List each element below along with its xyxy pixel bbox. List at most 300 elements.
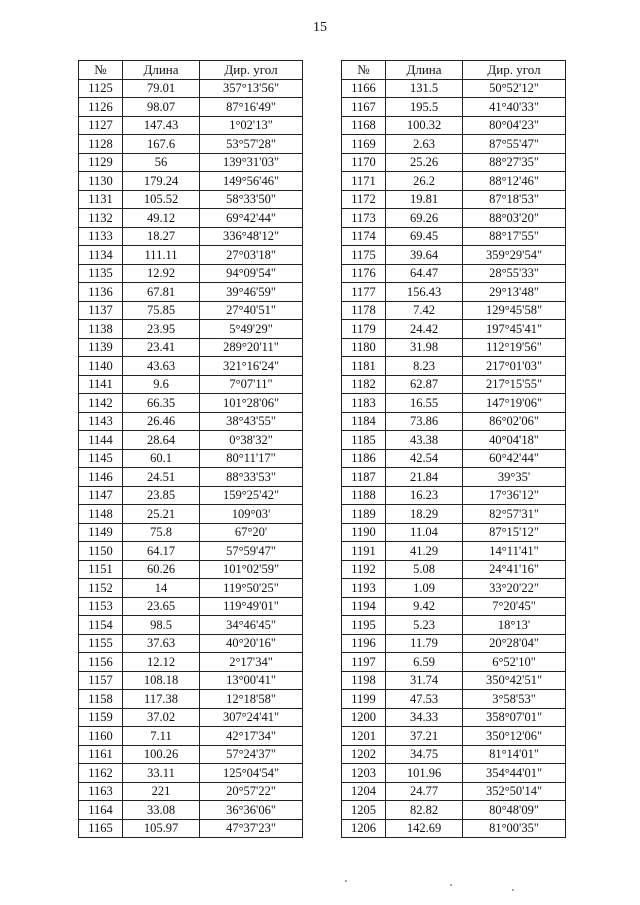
table-row xyxy=(79,153,303,172)
cell-length: 64.47 xyxy=(386,264,463,283)
cell-direction-angle: 40°04'18" xyxy=(463,431,566,450)
table-row xyxy=(79,283,303,302)
table-row xyxy=(342,671,566,690)
cell-direction-angle: 3°58'53" xyxy=(463,690,566,709)
cell-direction-angle: 101°02'59" xyxy=(200,560,303,579)
table-row xyxy=(342,209,566,228)
cell-length: 100.26 xyxy=(123,745,200,764)
cell-direction-angle: 20°28'04" xyxy=(463,634,566,653)
cell-direction-angle: 34°46'45" xyxy=(200,616,303,635)
cell-direction-angle: 57°59'47" xyxy=(200,542,303,561)
table-row xyxy=(79,412,303,431)
cell-length: 37.21 xyxy=(386,727,463,746)
cell-length: 18.27 xyxy=(123,227,200,246)
table-row xyxy=(79,708,303,727)
cell-number: 1151 xyxy=(79,560,123,579)
cell-direction-angle: 149°56'46" xyxy=(200,172,303,191)
cell-length: 5.23 xyxy=(386,616,463,635)
cell-number: 1126 xyxy=(79,98,123,117)
cell-length: 179.24 xyxy=(123,172,200,191)
scan-speck xyxy=(345,880,347,882)
cell-length: 75.85 xyxy=(123,301,200,320)
cell-number: 1172 xyxy=(342,190,386,209)
table-row xyxy=(79,357,303,376)
cell-length: 67.81 xyxy=(123,283,200,302)
cell-length: 64.17 xyxy=(123,542,200,561)
cell-direction-angle: 29°13'48" xyxy=(463,283,566,302)
cell-number: 1200 xyxy=(342,708,386,727)
cell-direction-angle: 87°55'47" xyxy=(463,135,566,154)
cell-number: 1135 xyxy=(79,264,123,283)
cell-length: 195.5 xyxy=(386,98,463,117)
cell-direction-angle: 119°49'01" xyxy=(200,597,303,616)
cell-number: 1201 xyxy=(342,727,386,746)
cell-length: 111.11 xyxy=(123,246,200,265)
cell-direction-angle: 27°03'18" xyxy=(200,246,303,265)
cell-direction-angle: 307°24'41" xyxy=(200,708,303,727)
cell-length: 39.64 xyxy=(386,246,463,265)
cell-length: 8.23 xyxy=(386,357,463,376)
cell-length: 31.74 xyxy=(386,671,463,690)
table-row xyxy=(79,246,303,265)
cell-length: 147.43 xyxy=(123,116,200,135)
cell-number: 1127 xyxy=(79,116,123,135)
cell-number: 1179 xyxy=(342,320,386,339)
table-row xyxy=(342,153,566,172)
cell-direction-angle: 217°15'55" xyxy=(463,375,566,394)
cell-length: 24.42 xyxy=(386,320,463,339)
cell-length: 167.6 xyxy=(123,135,200,154)
cell-number: 1166 xyxy=(342,79,386,98)
cell-length: 142.69 xyxy=(386,819,463,838)
cell-length: 56 xyxy=(123,153,200,172)
cell-length: 25.21 xyxy=(123,505,200,524)
table-row xyxy=(342,745,566,764)
table-row xyxy=(79,375,303,394)
cell-direction-angle: 27°40'51" xyxy=(200,301,303,320)
cell-length: 105.97 xyxy=(123,819,200,838)
table-row xyxy=(342,690,566,709)
cell-direction-angle: 350°12'06" xyxy=(463,727,566,746)
table-row xyxy=(79,764,303,783)
cell-direction-angle: 36°36'06" xyxy=(200,801,303,820)
cell-length: 33.08 xyxy=(123,801,200,820)
header-length: Длина xyxy=(386,61,463,80)
cell-length: 37.63 xyxy=(123,634,200,653)
cell-direction-angle: 41°40'33" xyxy=(463,98,566,117)
cell-direction-angle: 39°46'59" xyxy=(200,283,303,302)
cell-direction-angle: 357°13'56" xyxy=(200,79,303,98)
cell-number: 1187 xyxy=(342,468,386,487)
cell-length: 11.79 xyxy=(386,634,463,653)
cell-number: 1199 xyxy=(342,690,386,709)
cell-direction-angle: 81°14'01" xyxy=(463,745,566,764)
cell-direction-angle: 42°17'34" xyxy=(200,727,303,746)
cell-length: 131.5 xyxy=(386,79,463,98)
table-row xyxy=(79,542,303,561)
table-row xyxy=(342,320,566,339)
cell-length: 5.08 xyxy=(386,560,463,579)
cell-number: 1177 xyxy=(342,283,386,302)
cell-direction-angle: 47°37'23" xyxy=(200,819,303,838)
cell-length: 21.84 xyxy=(386,468,463,487)
table-header-row xyxy=(79,61,303,80)
cell-direction-angle: 18°13' xyxy=(463,616,566,635)
cell-number: 1193 xyxy=(342,579,386,598)
cell-direction-angle: 7°07'11" xyxy=(200,375,303,394)
cell-length: 12.12 xyxy=(123,653,200,672)
cell-length: 100.32 xyxy=(386,116,463,135)
cell-number: 1129 xyxy=(79,153,123,172)
cell-number: 1175 xyxy=(342,246,386,265)
cell-number: 1205 xyxy=(342,801,386,820)
cell-direction-angle: 14°11'41" xyxy=(463,542,566,561)
cell-number: 1148 xyxy=(79,505,123,524)
cell-number: 1181 xyxy=(342,357,386,376)
cell-length: 117.38 xyxy=(123,690,200,709)
cell-length: 23.41 xyxy=(123,338,200,357)
cell-direction-angle: 5°49'29" xyxy=(200,320,303,339)
table-row xyxy=(342,634,566,653)
cell-number: 1180 xyxy=(342,338,386,357)
cell-direction-angle: 159°25'42" xyxy=(200,486,303,505)
boundary-table-right xyxy=(341,60,566,838)
page-number: 15 xyxy=(313,20,327,35)
cell-length: 6.59 xyxy=(386,653,463,672)
scan-speck xyxy=(450,884,452,886)
cell-number: 1149 xyxy=(79,523,123,542)
table-row xyxy=(342,394,566,413)
cell-direction-angle: 101°28'06" xyxy=(200,394,303,413)
cell-number: 1158 xyxy=(79,690,123,709)
cell-number: 1178 xyxy=(342,301,386,320)
table-row xyxy=(79,616,303,635)
cell-direction-angle: 359°29'54" xyxy=(463,246,566,265)
cell-direction-angle: 94°09'54" xyxy=(200,264,303,283)
cell-direction-angle: 6°52'10" xyxy=(463,653,566,672)
cell-length: 31.98 xyxy=(386,338,463,357)
table-row xyxy=(342,283,566,302)
cell-length: 12.92 xyxy=(123,264,200,283)
table-row xyxy=(342,597,566,616)
table-row xyxy=(79,468,303,487)
cell-length: 101.96 xyxy=(386,764,463,783)
cell-number: 1137 xyxy=(79,301,123,320)
cell-direction-angle: 350°42'51" xyxy=(463,671,566,690)
cell-direction-angle: 20°57'22" xyxy=(200,782,303,801)
table-row xyxy=(342,301,566,320)
cell-number: 1192 xyxy=(342,560,386,579)
cell-direction-angle: 58°33'50" xyxy=(200,190,303,209)
table-row xyxy=(342,505,566,524)
cell-number: 1157 xyxy=(79,671,123,690)
cell-number: 1169 xyxy=(342,135,386,154)
cell-number: 1167 xyxy=(342,98,386,117)
cell-length: 49.12 xyxy=(123,209,200,228)
cell-length: 221 xyxy=(123,782,200,801)
cell-length: 42.54 xyxy=(386,449,463,468)
table-row xyxy=(342,98,566,117)
cell-number: 1189 xyxy=(342,505,386,524)
table-row xyxy=(79,264,303,283)
cell-direction-angle: 33°20'22" xyxy=(463,579,566,598)
cell-direction-angle: 40°20'16" xyxy=(200,634,303,653)
cell-length: 26.2 xyxy=(386,172,463,191)
cell-direction-angle: 67°20' xyxy=(200,523,303,542)
table-row xyxy=(342,560,566,579)
cell-number: 1153 xyxy=(79,597,123,616)
table-row xyxy=(342,264,566,283)
cell-direction-angle: 109°03' xyxy=(200,505,303,524)
cell-number: 1141 xyxy=(79,375,123,394)
table-row xyxy=(342,523,566,542)
table-row xyxy=(79,653,303,672)
table-row xyxy=(79,523,303,542)
table-row xyxy=(342,116,566,135)
cell-number: 1204 xyxy=(342,782,386,801)
table-row xyxy=(342,338,566,357)
cell-direction-angle: 57°24'37" xyxy=(200,745,303,764)
cell-number: 1185 xyxy=(342,431,386,450)
table-row xyxy=(79,505,303,524)
table-body-left xyxy=(79,79,303,838)
table-row xyxy=(79,449,303,468)
table-row xyxy=(342,819,566,838)
header-number: № xyxy=(342,61,386,80)
table-row xyxy=(342,727,566,746)
table-row xyxy=(342,375,566,394)
cell-direction-angle: 352°50'14" xyxy=(463,782,566,801)
cell-direction-angle: 88°12'46" xyxy=(463,172,566,191)
cell-length: 9.42 xyxy=(386,597,463,616)
cell-number: 1164 xyxy=(79,801,123,820)
cell-number: 1182 xyxy=(342,375,386,394)
cell-direction-angle: 82°57'31" xyxy=(463,505,566,524)
cell-number: 1154 xyxy=(79,616,123,635)
cell-direction-angle: 53°57'28" xyxy=(200,135,303,154)
cell-number: 1130 xyxy=(79,172,123,191)
cell-length: 73.86 xyxy=(386,412,463,431)
cell-length: 41.29 xyxy=(386,542,463,561)
cell-number: 1186 xyxy=(342,449,386,468)
cell-length: 98.07 xyxy=(123,98,200,117)
table-row xyxy=(79,597,303,616)
table-row xyxy=(342,653,566,672)
cell-direction-angle: 129°45'58" xyxy=(463,301,566,320)
cell-number: 1197 xyxy=(342,653,386,672)
cell-number: 1168 xyxy=(342,116,386,135)
cell-number: 1162 xyxy=(79,764,123,783)
cell-number: 1131 xyxy=(79,190,123,209)
cell-number: 1147 xyxy=(79,486,123,505)
table-row xyxy=(79,819,303,838)
table-row xyxy=(79,727,303,746)
cell-number: 1170 xyxy=(342,153,386,172)
cell-direction-angle: 0°38'32" xyxy=(200,431,303,450)
cell-direction-angle: 80°48'09" xyxy=(463,801,566,820)
cell-direction-angle: 147°19'06" xyxy=(463,394,566,413)
cell-length: 79.01 xyxy=(123,79,200,98)
table-row xyxy=(342,246,566,265)
cell-length: 98.5 xyxy=(123,616,200,635)
cell-direction-angle: 17°36'12" xyxy=(463,486,566,505)
cell-direction-angle: 217°01'03" xyxy=(463,357,566,376)
cell-length: 7.42 xyxy=(386,301,463,320)
boundary-table-left xyxy=(78,60,303,838)
header-direction-angle: Дир. угол xyxy=(200,61,303,80)
cell-length: 16.23 xyxy=(386,486,463,505)
cell-number: 1196 xyxy=(342,634,386,653)
cell-number: 1173 xyxy=(342,209,386,228)
cell-length: 34.33 xyxy=(386,708,463,727)
table-row xyxy=(342,764,566,783)
cell-direction-angle: 86°02'06" xyxy=(463,412,566,431)
table-body-right xyxy=(342,79,566,838)
cell-direction-angle: 321°16'24" xyxy=(200,357,303,376)
table-row xyxy=(79,190,303,209)
table-row xyxy=(79,116,303,135)
cell-number: 1139 xyxy=(79,338,123,357)
cell-direction-angle: 87°15'12" xyxy=(463,523,566,542)
cell-length: 16.55 xyxy=(386,394,463,413)
cell-length: 75.8 xyxy=(123,523,200,542)
cell-length: 23.95 xyxy=(123,320,200,339)
cell-direction-angle: 87°16'49" xyxy=(200,98,303,117)
table-row xyxy=(342,431,566,450)
cell-number: 1198 xyxy=(342,671,386,690)
cell-number: 1203 xyxy=(342,764,386,783)
table-row xyxy=(342,579,566,598)
cell-length: 14 xyxy=(123,579,200,598)
table-row xyxy=(79,209,303,228)
cell-direction-angle: 24°41'16" xyxy=(463,560,566,579)
cell-direction-angle: 139°31'03" xyxy=(200,153,303,172)
cell-direction-angle: 80°04'23" xyxy=(463,116,566,135)
cell-length: 156.43 xyxy=(386,283,463,302)
cell-number: 1152 xyxy=(79,579,123,598)
cell-length: 60.26 xyxy=(123,560,200,579)
cell-direction-angle: 87°18'53" xyxy=(463,190,566,209)
cell-length: 1.09 xyxy=(386,579,463,598)
cell-number: 1156 xyxy=(79,653,123,672)
table-row xyxy=(342,227,566,246)
cell-length: 28.64 xyxy=(123,431,200,450)
cell-direction-angle: 69°42'44" xyxy=(200,209,303,228)
cell-direction-angle: 60°42'44" xyxy=(463,449,566,468)
table-row xyxy=(342,486,566,505)
cell-number: 1146 xyxy=(79,468,123,487)
cell-direction-angle: 336°48'12" xyxy=(200,227,303,246)
table-row xyxy=(79,690,303,709)
table-row xyxy=(342,412,566,431)
cell-number: 1190 xyxy=(342,523,386,542)
cell-number: 1202 xyxy=(342,745,386,764)
table-row xyxy=(79,431,303,450)
cell-direction-angle: 125°04'54" xyxy=(200,764,303,783)
cell-length: 108.18 xyxy=(123,671,200,690)
cell-direction-angle: 88°03'20" xyxy=(463,209,566,228)
cell-direction-angle: 88°33'53" xyxy=(200,468,303,487)
cell-direction-angle: 28°55'33" xyxy=(463,264,566,283)
cell-length: 60.1 xyxy=(123,449,200,468)
cell-number: 1184 xyxy=(342,412,386,431)
table-row xyxy=(342,801,566,820)
table-row xyxy=(79,671,303,690)
cell-length: 7.11 xyxy=(123,727,200,746)
cell-number: 1136 xyxy=(79,283,123,302)
scan-speck xyxy=(512,889,514,891)
table-row xyxy=(79,801,303,820)
cell-direction-angle: 289°20'11" xyxy=(200,338,303,357)
cell-length: 25.26 xyxy=(386,153,463,172)
table-row xyxy=(79,579,303,598)
table-row xyxy=(79,394,303,413)
cell-number: 1155 xyxy=(79,634,123,653)
cell-number: 1144 xyxy=(79,431,123,450)
cell-number: 1163 xyxy=(79,782,123,801)
cell-length: 23.65 xyxy=(123,597,200,616)
table-row xyxy=(342,708,566,727)
table-row xyxy=(79,79,303,98)
table-row xyxy=(79,745,303,764)
cell-direction-angle: 2°17'34" xyxy=(200,653,303,672)
cell-number: 1133 xyxy=(79,227,123,246)
cell-direction-angle: 358°07'01" xyxy=(463,708,566,727)
table-row xyxy=(79,301,303,320)
table-row xyxy=(79,782,303,801)
header-direction-angle: Дир. угол xyxy=(463,61,566,80)
cell-length: 2.63 xyxy=(386,135,463,154)
cell-number: 1195 xyxy=(342,616,386,635)
cell-number: 1165 xyxy=(79,819,123,838)
cell-direction-angle: 119°50'25" xyxy=(200,579,303,598)
cell-length: 24.51 xyxy=(123,468,200,487)
cell-direction-angle: 112°19'56" xyxy=(463,338,566,357)
cell-number: 1160 xyxy=(79,727,123,746)
cell-number: 1142 xyxy=(79,394,123,413)
table-row xyxy=(79,227,303,246)
table-row xyxy=(342,79,566,98)
table-row xyxy=(79,172,303,191)
cell-length: 66.35 xyxy=(123,394,200,413)
cell-length: 69.26 xyxy=(386,209,463,228)
cell-direction-angle: 80°11'17" xyxy=(200,449,303,468)
cell-number: 1161 xyxy=(79,745,123,764)
cell-number: 1174 xyxy=(342,227,386,246)
table-row xyxy=(342,542,566,561)
cell-direction-angle: 12°18'58" xyxy=(200,690,303,709)
table-row xyxy=(342,782,566,801)
table-row xyxy=(79,338,303,357)
table-row xyxy=(342,135,566,154)
cell-direction-angle: 7°20'45" xyxy=(463,597,566,616)
cell-direction-angle: 38°43'55" xyxy=(200,412,303,431)
cell-number: 1143 xyxy=(79,412,123,431)
table-row xyxy=(342,616,566,635)
table-row xyxy=(342,190,566,209)
header-number: № xyxy=(79,61,123,80)
cell-number: 1132 xyxy=(79,209,123,228)
cell-length: 23.85 xyxy=(123,486,200,505)
table-header-row xyxy=(342,61,566,80)
cell-length: 18.29 xyxy=(386,505,463,524)
cell-length: 37.02 xyxy=(123,708,200,727)
cell-length: 26.46 xyxy=(123,412,200,431)
cell-direction-angle: 50°52'12" xyxy=(463,79,566,98)
cell-length: 62.87 xyxy=(386,375,463,394)
header-length: Длина xyxy=(123,61,200,80)
cell-number: 1150 xyxy=(79,542,123,561)
